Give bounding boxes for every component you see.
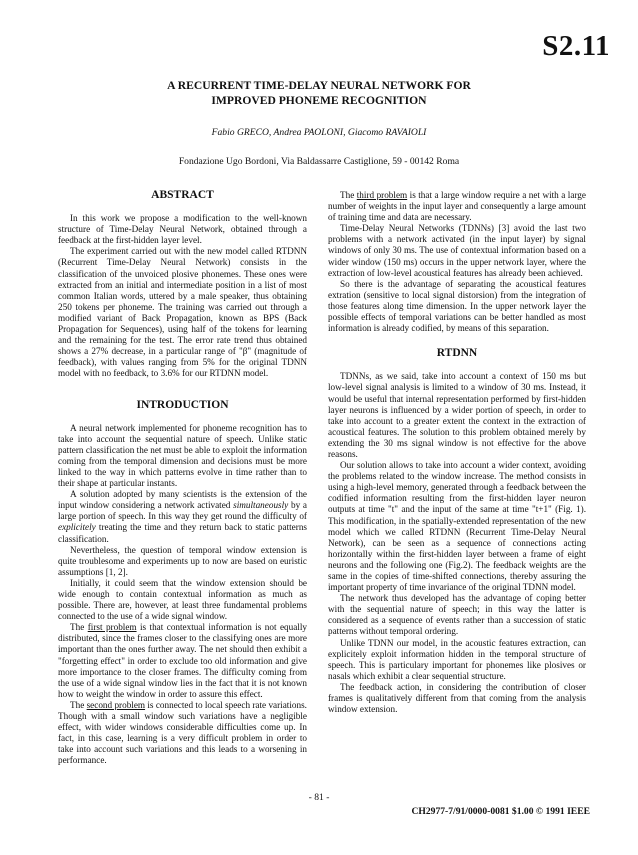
third-problem-label: third problem [356,190,408,200]
first-problem-label: first problem [87,622,137,633]
introduction-paragraph: The second problem is connected to local speech rate variations. Though with a small window such variations have a negligible effect, with wider windows considerable difficulties come up. In fact, in this case, learning is a very difficult problem in order to take into account such variations and this leads to a worsening in performance. [58,699,307,766]
abstract-paragraph: In this work we propose a modification to the well-known structure of Time-Delay Neural Network, obtained through a feedback at the first-hidden layer level. [58,213,307,246]
abstract-heading: ABSTRACT [151,189,214,201]
title-line-1: A RECURRENT TIME-DELAY NEURAL NETWORK FOR [167,79,471,92]
body-paragraph: So there is the advantage of separating the acoustical features extration (sensitive to local signal distorsion) from the integration of those features along time dimension. In the upper network layer the possible effects of temporal variations can be better handled as most information is already codified, by means of this separation. [328,278,586,334]
introduction-heading: INTRODUCTION [136,398,229,411]
rtdnn-heading: RTDNN [436,347,478,360]
affiliation: Fondazione Ugo Bordoni, Via Baldassarre Castiglione, 59 - 00142 Roma [178,156,460,167]
rtdnn-paragraph: The network thus developed has the advantage of coping better with the sequential nature of speech; in this way the latter is considered as a sequence of events rather than a succession of static patterns without temporal ordering. [328,593,586,637]
emphasis-text: explicitely [58,522,96,533]
rtdnn-paragraph: The feedback action, in considering the contribution of closer frames is qualitatively different from that coming from the analysis window extension. [328,681,586,715]
title-line-2: IMPROVED PHONEME RECOGNITION [211,94,427,107]
right-column [328,190,586,715]
body-paragraph: Time-Delay Neural Networks (TDNNs) [3] avoid the last two problems with a network activated (in the input layer) by signal windows of only 30 ms. The use of contextual information based on a wider window (150 ms) occurs in the upper network layer, where the extraction of low-level acoustical features has already been achieved. [328,223,586,278]
copyright-line: CH2977-7/91/0000-0081 $1.00 © 1991 IEEE [411,806,590,817]
authors: Fabio GRECO, Andrea PAOLONI, Giacomo RAVAIOLI [211,127,427,138]
left-column [58,190,307,767]
body-paragraph: The third problem is that a large window require a net with a large number of weights in the input layer and consequently a large amount of training time and data are necessary. [328,190,586,223]
page-number: - 81 - [308,792,330,803]
rtdnn-paragraph: TDNNs, as we said, take into account a context of 150 ms but low-level signal analysis is limited to a window of 30 ms. Instead, it would be useful that internal representation performed by first-hidden layer neurons is influenced by a wider portion of speech, in order to take into account to a greater extent the context in the extraction of acoustical features. The solution to this problem obtained merely by extending the 30 ms signal window is not effective for the above reasons. [328,371,586,459]
session-code: S2.11 [542,30,610,62]
abstract-paragraph: The experiment carried out with the new model called RTDNN (Recurrent Time-Delay Neural Network) consists in the classification of the unvoiced plosive phonemes. These ones were extracted from an initial and intermediate position in a list of most common Italian words, uttered by a male speaker, thus obtaining 250 tokens per phoneme. The training was carried out through a modified variant of Back Propagation, known as BPS (Back Propagation for Sequences), using half of the tokens for learning and the remaining for the test. The error rate trend thus obtained shows a 27% decrease, in a particular range of "β" (magnitude of feedback), with values ranging from 5% for the original TDNN model with no feedback, to 3.6% for our RTDNN model. [58,246,307,379]
rtdnn-paragraph: Unlike TDNN our model, in the acoustic features extraction, can explicitely exploit information hidden in the temporal structure of speech. This is particulary important for phonemes like plosives or nasals which exhibit a clear sequential structure. [328,637,586,681]
introduction-paragraph: A neural network implemented for phoneme recognition has to take into account the sequential nature of speech. Unlike static pattern classification the net must be able to exploit the information coming from the temporal dimension and decisions must be more linked to the way in which patterns evolve in time rather than to their shape at particular instants. [58,422,307,489]
introduction-paragraph: Initially, it could seem that the window extension should be wide enough to contain contextual information as much as possible. There are, however, at least three fundamental problems connected to the use of a wide signal window. [58,577,307,622]
emphasis-text: simultaneously [233,500,289,511]
second-problem-label: second problem [86,699,146,710]
rtdnn-paragraph: Our solution allows to take into account a wider context, avoiding the problems related to the window increase. The method consists in using a high-level memory, generated through a feedback between the codified information resulting from the first-hidden layer neuron outputs at time "t" and the input of the same at time "t+1" (Fig. 1). This modification, in the spatially-extended representation of the new model which we called RTDNN (Recurrent Time-Delay Neural Network), can be seen as a sequence of connections acting horizontally within the first-hidden layer between a frame of eight neurons and the following one (Fig.2). The feedback weights are the same in the copies of time-shifted connections, thereby assuring the important property of time invariance of the original TDNN model. [328,460,586,593]
introduction-paragraph: A solution adopted by many scientists is the extension of the input window considering a network activated simultaneously by a large portion of speech. In this way they get round the difficulty of explicitely treating the time and they return back to static patterns classification. [58,489,307,544]
paper-title [0,78,638,108]
introduction-paragraph: The first problem is that contextual information is not equally distributed, since the frames closer to the classifying ones are more important than the ones further away. The net should then exhibit a "forgetting effect" in order to exclude too old information and give more importance to the closer frames. The difficulty coming from the use of a wide signal window lies in the fact that it is not known how to weight the window in order to assure this effect. [58,622,307,699]
introduction-paragraph: Nevertheless, the question of temporal window extension is quite troublesome and experiments up to now are based on euristic assumptions [1, 2]. [58,544,307,577]
